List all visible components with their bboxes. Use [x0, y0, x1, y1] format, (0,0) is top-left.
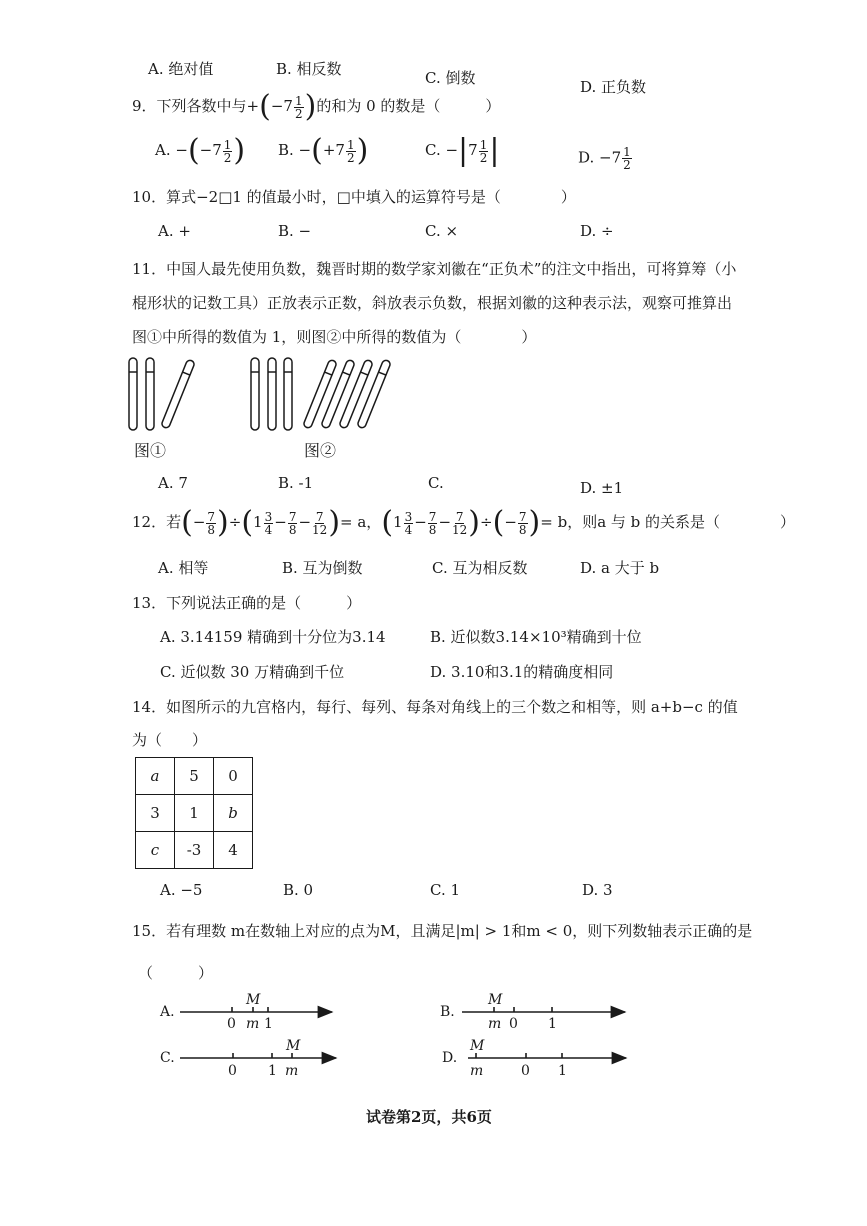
numline-b-m: m	[488, 1016, 502, 1032]
q11-option-d: D. ±1	[580, 479, 624, 497]
q9-option-b: B. −(+7 $\frac{1}{2}$ )	[278, 133, 369, 168]
q11-option-b: B. -1	[278, 474, 314, 492]
fig2-label: 图②	[304, 441, 337, 460]
numline-c-one: 1	[268, 1063, 277, 1079]
q10-option-a: A. +	[158, 222, 191, 240]
q8-option-d: D. 正负数	[580, 78, 647, 96]
cell-r2c2: 1	[175, 795, 214, 832]
fig1-label: 图①	[134, 441, 167, 460]
q11-line2: 棍形状的记数工具）正放表示正数，斜放表示负数，根据刘徽的这种表示法，观察可推算出	[132, 294, 733, 312]
cell-r3c2: -3	[175, 832, 214, 869]
q14-option-b: B. 0	[283, 881, 314, 899]
numline-b-point: M	[488, 992, 503, 1008]
counting-rods-figure	[120, 352, 420, 437]
q12-option-b: B. 互为倒数	[282, 559, 363, 577]
numline-a-zero: 0	[227, 1016, 236, 1032]
q8-option-a: A. 绝对值	[148, 60, 214, 78]
q14-option-c: C. 1	[430, 881, 461, 899]
numline-b-one: 1	[548, 1016, 557, 1032]
numline-d-one: 1	[558, 1063, 567, 1079]
q14-option-a: A. −5	[160, 881, 203, 899]
q12-option-a: A. 相等	[158, 559, 209, 577]
q9-option-c: C. −|7 $\frac{1}{2}$ |	[425, 133, 500, 168]
cell-r1c3: 0	[214, 758, 253, 795]
q9-option-a: A. −(−7 $\frac{1}{2}$ )	[155, 133, 246, 168]
q10-option-b: B. −	[278, 222, 312, 240]
cell-r2c3: b	[214, 795, 253, 832]
q14-line1: 14．如图所示的九宫格内，每行、每列、每条对角线上的三个数之和相等，则 a+b−c 的值	[132, 698, 738, 716]
fig1-rods	[129, 358, 195, 430]
numline-b-letter: B.	[440, 1004, 455, 1020]
q11-line3: 图①中所得的数值为 1，则图②中所得的数值为（ ）	[132, 328, 537, 346]
cell-r3c1: c	[136, 832, 175, 869]
q12-stem: 12．若(− $\frac{7}{8}$ )÷(1 $\frac{3}{4}$ − $\frac{7}{8}$ − $\frac{7}{12}$ )= a，(1 $\frac{3}{4}$ − $\frac{7}{8}$ − $\frac{7}{12}$ )÷(− $\frac{7}{8}$ )= b，则a 与 b 的关系是（ ）	[132, 505, 796, 540]
q13-stem: 13．下列说法正确的是（ ）	[132, 594, 362, 612]
q10-option-c: C. ×	[425, 222, 459, 240]
q12-option-c: C. 互为相反数	[432, 559, 528, 577]
q11-option-c: C.	[428, 474, 444, 492]
numline-d-point: M	[470, 1038, 485, 1054]
numline-d-m: m	[470, 1063, 484, 1079]
cell-r1c2: 5	[175, 758, 214, 795]
numline-d-zero: 0	[521, 1063, 530, 1079]
numline-c-zero: 0	[228, 1063, 237, 1079]
q15-stem: 15．若有理数 m在数轴上对应的点为M，且满足|m| > 1和m < 0，则下列数轴表示正确的是	[132, 922, 753, 940]
numline-a-m: m	[246, 1016, 260, 1032]
q12-option-d: D. a 大于 b	[580, 559, 660, 577]
numline-a-letter: A.	[160, 1004, 175, 1020]
numline-c-letter: C.	[160, 1050, 175, 1066]
numline-c-point: M	[286, 1038, 301, 1054]
q11-option-a: A. 7	[158, 474, 188, 492]
cell-r3c3: 4	[214, 832, 253, 869]
numline-b-zero: 0	[509, 1016, 518, 1032]
q10-option-d: D. ÷	[580, 222, 614, 240]
q10-stem: 10．算式−2□1 的值最小时，□中填入的运算符号是（ ）	[132, 188, 576, 206]
q9-stem: 9．下列各数中与+(−7 $\frac{1}{2}$ )的和为 0 的数是（ ）	[132, 89, 501, 124]
q13-option-a: A. 3.14159 精确到十分位为3.14	[160, 628, 386, 646]
fig2-rods	[251, 358, 391, 430]
q13-option-b: B. 近似数3.14×10³精确到十位	[430, 628, 642, 646]
magic-square	[135, 757, 253, 869]
q8-option-c: C. 倒数	[425, 69, 476, 87]
q14-line2: 为（ ）	[132, 731, 208, 749]
page-footer: 试卷第2页，共6页	[366, 1108, 492, 1126]
q11-line1: 11．中国人最先使用负数，魏晋时期的数学家刘徽在“正负术”的注文中指出，可将算筹（小	[132, 260, 737, 278]
q9-option-d: D. −7 $\frac{1}{2}$	[578, 145, 631, 172]
q13-option-c: C. 近似数 30 万精确到千位	[160, 663, 345, 681]
numline-a-point: M	[246, 992, 261, 1008]
q8-option-b: B. 相反数	[276, 60, 342, 78]
numline-a-one: 1	[264, 1016, 273, 1032]
number-lines	[150, 988, 670, 1083]
q13-option-d: D. 3.10和3.1的精确度相同	[430, 663, 614, 681]
q15-paren: （ ）	[138, 964, 214, 982]
cell-r1c1: a	[136, 758, 175, 795]
numline-c-m: m	[285, 1063, 299, 1079]
q14-option-d: D. 3	[582, 881, 613, 899]
numline-d-letter: D.	[442, 1050, 458, 1066]
cell-r2c1: 3	[136, 795, 175, 832]
